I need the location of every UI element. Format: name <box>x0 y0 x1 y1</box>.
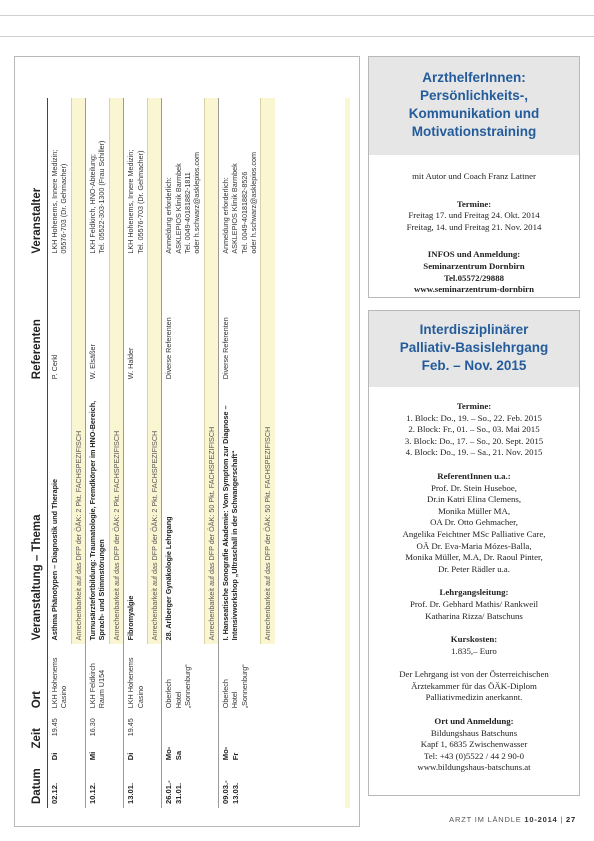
box-arzthelfer-body <box>369 155 579 296</box>
cell-referents: Diverse Referenten <box>162 258 204 384</box>
cell-approval: Anrechenbarkeit auf das DFP der ÖÄK: 2 Pkt. FACHSPEZIFISCH <box>71 98 85 644</box>
box-palliativ-cost-heading: Kurskosten: <box>450 634 498 645</box>
box-palliativ-body <box>369 387 579 774</box>
cell-date: 26.01.- 31.01. <box>162 764 204 808</box>
cell-referents: P. Cerkl <box>48 258 72 384</box>
cell-topic: I. Hanseatische Sonografie Akademie: Vom Symptom zur Diagnose – Intensivworkshop „Ultraschall in der Schwangerschaft“ <box>219 383 261 644</box>
cell-day: Mo- Sa <box>162 740 204 764</box>
cell-referents: W. Elsäßer <box>86 258 110 384</box>
box-palliativ-block-2: 2. Block: Fr., 01. – So., 03. Mai 2015 <box>408 424 540 435</box>
box-palliativ-title-2: Palliativ-Basislehrgang <box>399 340 549 355</box>
approval-spacer <box>261 644 275 808</box>
table-row-approval <box>147 98 161 808</box>
cell-day: Mo- Fr <box>219 740 261 764</box>
box-palliativ-title-3: Feb. – Nov. 2015 <box>421 358 527 373</box>
header-place: Ort <box>29 644 48 712</box>
box-palliativ-referent-2: Dr.in Katri Elina Clemens, <box>426 494 522 505</box>
cell-date: 10.12. <box>86 764 110 808</box>
footer-issue: 10-2014 <box>524 815 558 824</box>
cell-place: LKH Feldkirch Raum U154 <box>86 644 110 712</box>
footer-separator: | <box>560 815 564 824</box>
cell-day: Mi <box>86 740 110 764</box>
box-arzthelfer-info-4: www.seminarzentrum-dornbirn <box>414 284 534 295</box>
box-palliativ-recognition-1: Der Lehrgang ist von der Österreichischen <box>399 669 549 680</box>
box-palliativ <box>368 310 580 796</box>
cell-approval: Anrechenbarkeit auf das DFP der ÖÄK: 50 Pkt. FACHSPEZIFISCH <box>261 98 275 644</box>
box-arzthelfer-title: ArzthelferInnen: Persönlichkeits-, Kommunikation und Motivationstraining <box>369 57 579 155</box>
cell-time: 19.45 <box>48 712 72 740</box>
box-palliativ-referent-1: Prof. Dr. Stein Huseboe, <box>430 482 517 493</box>
cell-topic: Asthma Phänotypen – Diagnostik und Therapie <box>48 383 72 644</box>
table-row <box>162 98 204 808</box>
approval-spacer <box>109 644 123 808</box>
cell-approval: Anrechenbarkeit auf das DFP der ÖÄK: 2 Pkt. FACHSPEZIFISCH <box>109 98 123 644</box>
cell-referents: Diverse Referenten <box>219 258 261 384</box>
box-arzthelfer-date-1: Freitag 17. und Freitag 24. Okt. 2014 <box>408 210 540 221</box>
header-referents: Referenten <box>29 258 48 384</box>
cell-topic: Turnusärztefortbildung: Traumatologie, Fremdkörper im HNO-Bereich, Sprach- und Stimmstörungen <box>86 383 110 644</box>
box-palliativ-contact-3: Tel: +43 (0)5522 / 44 2 90-0 <box>423 750 525 761</box>
box-palliativ-contact-4: www.bildungshaus-batschuns.at <box>417 762 531 773</box>
box-palliativ-dates-heading: Termine: <box>456 401 492 411</box>
cell-place: LKH Hohenems Casino <box>124 644 148 712</box>
page-footer <box>449 815 576 824</box>
cell-time: 16.30 <box>86 712 110 740</box>
cell-organizer: Anmeldung erforderlich: ASKLEPIOS Klinik Barmbek Tel. 0049-40181882-1811 oder h.schwarz@asklepios.com <box>162 98 204 258</box>
cell-organizer: LKH Feldkirch, HNO-Abteilung; Tel. 05522-303-1300 (Frau Schiller) <box>86 98 110 258</box>
table-row-approval <box>71 98 85 808</box>
cell-organizer: Anmeldung erforderlich: ASKLEPIOS Klinik Barmbek Tel. 0049-40181882-8526 oder h.schwarz@asklepios.com <box>219 98 261 258</box>
box-palliativ-lead-1: Prof. Dr. Gebhard Mathis/ Rankweil <box>409 598 539 609</box>
page-number: 27 <box>566 815 576 824</box>
box-arzthelfer-info-1: INFOS und Anmeldung: <box>427 249 521 260</box>
box-palliativ-title-1: Interdisziplinärer <box>419 322 529 337</box>
box-palliativ-block-1: 1. Block: Do., 19. – So., 22. Feb. 2015 <box>406 412 542 423</box>
cell-organizer: LKH Hohenems, Innere Medizin; 05576-703 (Dr. Gehmacher) <box>48 98 72 258</box>
cell-date: 02.12. <box>48 764 72 808</box>
event-table <box>29 98 275 808</box>
box-arzthelfer-dates-heading: Termine: <box>456 198 492 209</box>
box-palliativ-block-4: 4. Block: Do., 19. – Sa., 21. Nov. 2015 <box>405 447 543 458</box>
box-arzthelfer <box>368 56 580 298</box>
box-arzthelfer-date-2: Freitag, 14. und Freitag 21. Nov. 2014 <box>406 221 542 232</box>
box-palliativ-recognition-3: Palliativmedizin anerkannt. <box>425 692 523 703</box>
table-header-row <box>29 98 48 808</box>
header-organizer: Veranstalter <box>29 98 48 258</box>
box-palliativ-recognition-2: Ärztekammer für das ÖÄK-Diplom <box>411 680 537 691</box>
box-palliativ-referent-3: Monika Müller MA, <box>437 505 511 516</box>
cell-approval: Anrechenbarkeit auf das DFP der ÖÄK: 50 Pkt. FACHSPEZIFISCH <box>204 98 218 644</box>
table-row <box>124 98 148 808</box>
header-topic: Veranstaltung – Thema <box>29 383 48 644</box>
box-palliativ-contact-1: Bildungshaus Batschuns <box>430 727 518 738</box>
box-palliativ-lead-heading: Lehrgangsleitung: <box>439 587 509 598</box>
top-rule <box>0 15 594 16</box>
box-palliativ-title <box>369 311 579 387</box>
box-arzthelfer-info-2: Seminarzentrum Dornbirn <box>423 260 525 271</box>
box-arzthelfer-info-3: Tel.05572/29888 <box>443 272 505 283</box>
box-palliativ-referents-heading: ReferentInnen u.a.: <box>437 470 511 481</box>
table-row <box>219 98 261 808</box>
cell-place: LKH Hohenems Casino <box>48 644 72 712</box>
approval-spacer <box>71 644 85 808</box>
header-time: Zeit <box>29 712 48 764</box>
box-palliativ-block-3: 3. Block: Do., 17. – So., 20. Sept. 2015 <box>404 435 544 446</box>
box-palliativ-lead-2: Katharina Rizza/ Batschuns <box>425 610 523 621</box>
table-body <box>48 98 275 808</box>
box-palliativ-contact-2: Kapf 1, 6835 Zwischenwasser <box>420 739 528 750</box>
cell-time <box>219 712 261 740</box>
event-table-panel <box>14 56 360 827</box>
cell-date: 09.03.- 13.03. <box>219 764 261 808</box>
table-bottom-bar <box>345 98 350 808</box>
cell-day: Di <box>124 740 148 764</box>
box-palliativ-referent-4: OA Dr. Otto Gehmacher, <box>430 517 518 528</box>
cell-time <box>162 712 204 740</box>
cell-approval: Anrechenbarkeit auf das DFP der ÖÄK: 2 Pkt. FACHSPEZIFISCH <box>147 98 161 644</box>
approval-spacer <box>147 644 161 808</box>
cell-topic: 28. Arlberger Gynäkologie Lehrgang <box>162 383 204 644</box>
cell-place: Oberlech Hotel „Sonnenburg“ <box>162 644 204 712</box>
cell-date: 13.01. <box>124 764 148 808</box>
box-palliativ-referent-6: OÄ Dr. Eva-Maria Mózes-Balla, <box>416 540 532 551</box>
box-palliativ-referent-8: Dr. Peter Rädler u.a. <box>438 563 510 574</box>
box-palliativ-cost-value: 1.835,– Euro <box>451 645 497 656</box>
table-row-approval <box>109 98 123 808</box>
box-palliativ-contact-heading: Ort und Anmeldung: <box>434 716 514 727</box>
table-row-approval <box>261 98 275 808</box>
box-arzthelfer-intro: mit Autor und Coach Franz Lattner <box>412 171 536 181</box>
box-palliativ-referent-7: Monika Müller, M.A, Dr. Raoul Pinter, <box>405 552 543 563</box>
table-row <box>86 98 110 808</box>
cell-topic: Fibromyalgie <box>124 383 148 644</box>
approval-spacer <box>204 644 218 808</box>
cell-referents: W. Halder <box>124 258 148 384</box>
cell-place: Oberlech Hotel „Sonnenburg“ <box>219 644 261 712</box>
cell-organizer: LKH Hohenems, Innere Medizin; Tel. 05576-703 (Dr. Gehmacher) <box>124 98 148 258</box>
event-table-rotated <box>15 57 360 827</box>
table-row <box>48 98 72 808</box>
table-row-approval <box>204 98 218 808</box>
box-palliativ-referent-5: Angelika Feichtner MSc Palliative Care, <box>402 528 546 539</box>
cell-day: Di <box>48 740 72 764</box>
footer-magazine: ARZT IM LÄNDLE <box>449 815 522 824</box>
cell-time: 19.45 <box>124 712 148 740</box>
header-date: Datum <box>29 764 48 808</box>
top-rule-2 <box>0 36 594 37</box>
